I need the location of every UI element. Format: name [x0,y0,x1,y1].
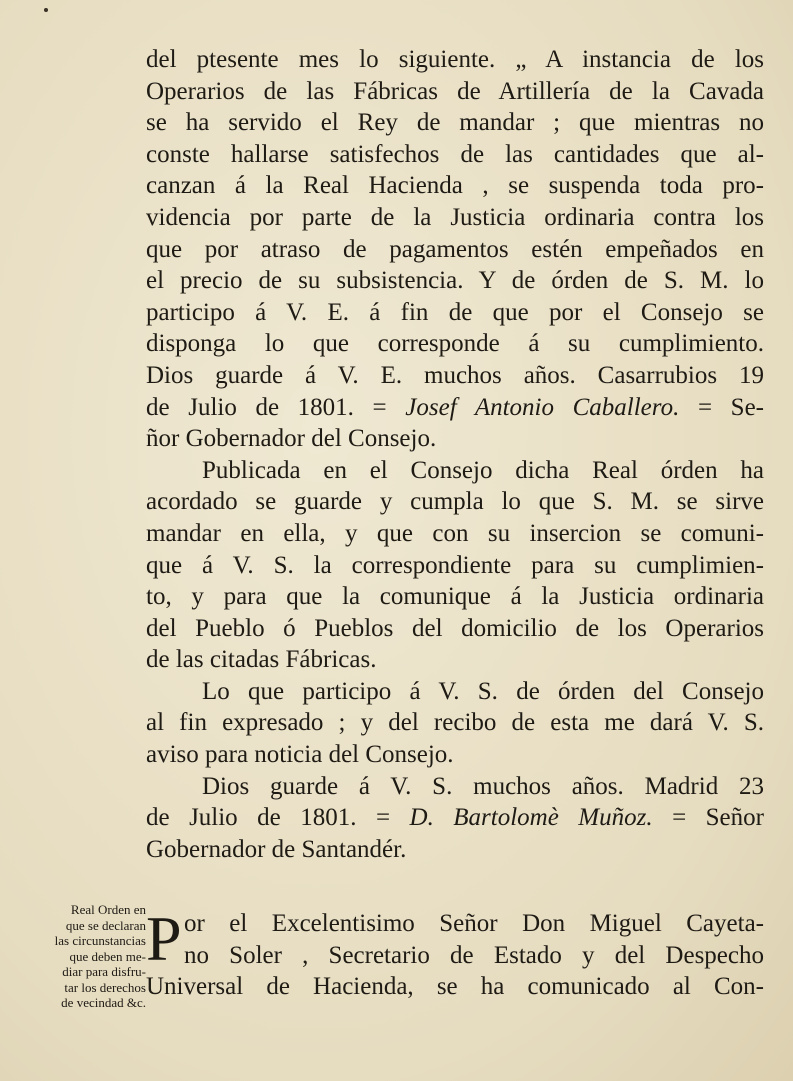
paragraph-line: que á V. S. la correspondiente para su cumplimien- [146,551,764,579]
margin-note-line: que se declaran [65,917,146,933]
margin-note-line: las circunstancias [54,933,146,948]
closing-line: Dios guarde á V. S. muchos años. Madrid 23 [202,772,764,800]
paragraph-line: Publicada en el Consejo dicha Real órden ha [202,456,764,484]
paragraph-line: Lo que participo á V. S. de órden del Consejo [202,677,764,705]
paragraph-line: to, y para que la comunique á la Justicia ordinaria [146,583,764,611]
body-line: ñor Gobernador del Consejo. [146,425,437,453]
closing-line: Gobernador de Santandér. [146,835,407,863]
section-line: Universal de Hacienda, se ha comunicado al Con- [146,973,764,1001]
paragraph-line: del Pueblo ó Pueblos del domicilio de los Operarios [146,614,764,642]
paragraph-line: al fin expresado ; y del recibo de esta me dará V. S. [146,709,764,737]
margin-note-line: diar para disfru- [62,964,146,979]
closing-addressee-start: = Señor [652,804,764,832]
body-line: del ptesente mes lo siguiente. „ A instancia de los [146,46,764,73]
signer-name: Josef Antonio Caballero. [405,393,680,421]
margin-note [14,902,146,1011]
body-line: se ha servido el Rey de mandar ; que mientras no [146,109,764,137]
margin-note-line: tar los derechos [64,979,146,995]
body-line: Dios guarde á V. E. muchos años. Casarrubios 19 [146,361,764,389]
margin-note-line: que deben me- [69,948,146,964]
section-line: or el Excelentisimo Señor Don Miguel Cayeta- [184,910,764,937]
body-line: conste hallarse satisfechos de las cantidades que al- [146,140,764,168]
body-line: videncia por parte de la Justicia ordinaria contra los [146,203,764,231]
body-line: canzan á la Real Hacienda , se suspenda toda pro- [146,172,764,200]
drop-cap: P [146,903,182,974]
margin-note-line: de vecindad &c. [61,995,146,1010]
section-line: no Soler , Secretario de Estado y del Despecho [184,941,764,969]
closing-signature-line [146,802,764,834]
paragraph-line: acordado se guarde y cumpla lo que S. M. se sirve [146,488,764,516]
paragraph-line: mandar en ella, y que con su insercion se comuni- [146,519,764,547]
body-line: disponga lo que corresponde á su cumplimiento. [146,330,764,358]
body-line: Operarios de las Fábricas de Artillería de la Cavada [146,77,764,105]
margin-note-line: Real Orden en [70,902,146,917]
closing-date: de Julio de 1801. = [146,804,410,832]
body-line: participo á V. E. á fin de que por el Consejo se [146,298,764,326]
closing-signer-name: D. Bartolomè Muñoz. [409,804,653,832]
paragraph-line: aviso para noticia del Consejo. [146,741,454,769]
date-text: de Julio de 1801. = [146,393,406,421]
paragraph-line: de las citadas Fábricas. [146,646,377,674]
ink-speck [44,8,48,12]
new-section [146,903,764,1003]
signature-line [146,392,764,424]
body-line: el precio de su subsistencia. Y de órden de S. M. lo [146,267,764,295]
body-line: que por atraso de pagamentos estén empeñados en [146,235,764,263]
addressee-start: = Se- [679,393,764,421]
body-text [146,44,764,865]
